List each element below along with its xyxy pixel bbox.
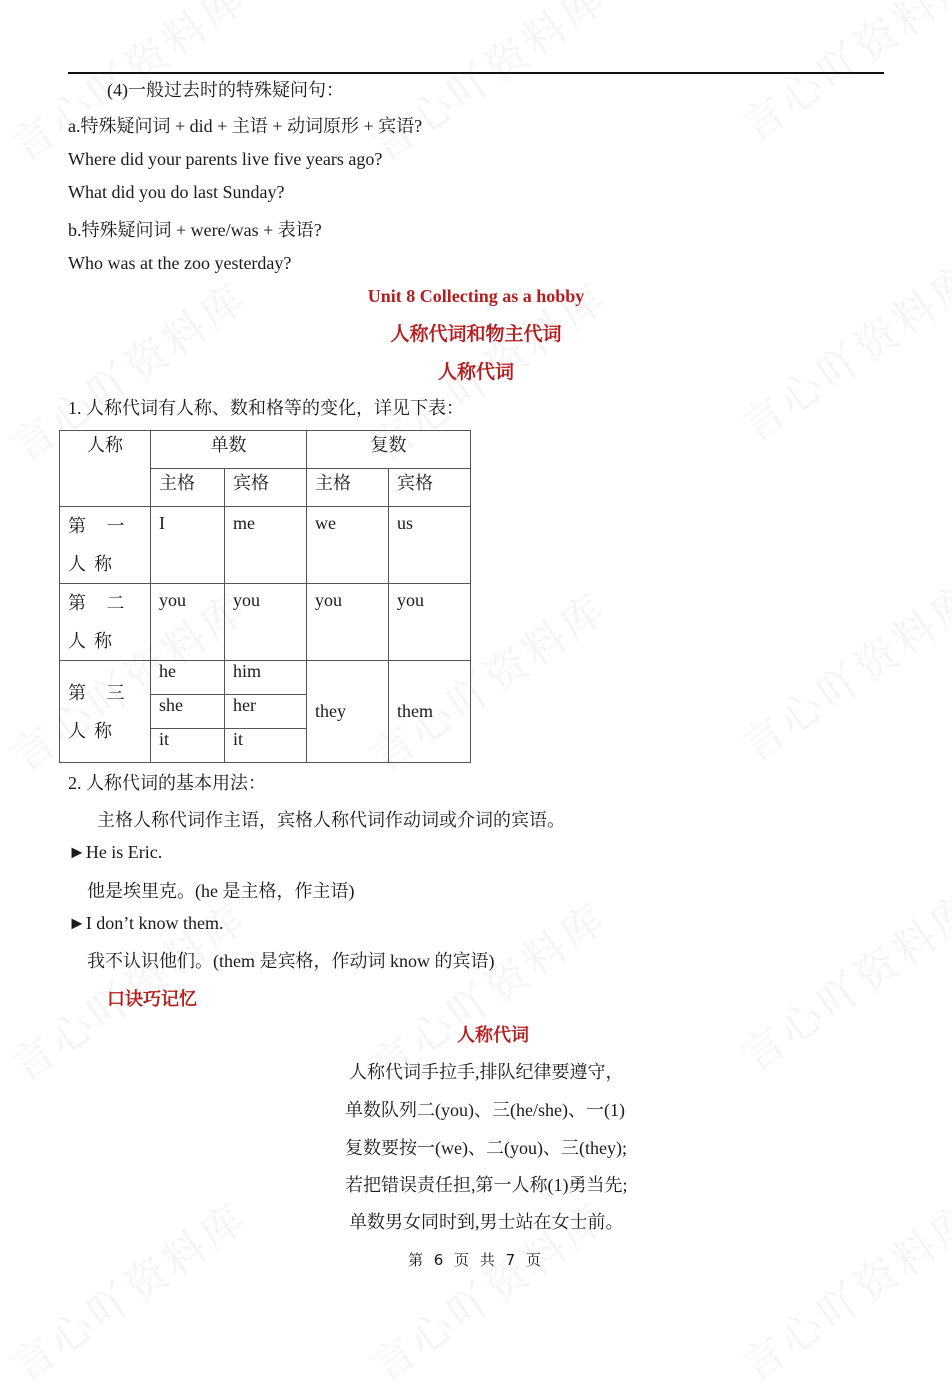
cell: it xyxy=(225,729,307,763)
mnemonic-line: 单数男女同时到,男士站在女士前。 xyxy=(349,1212,624,1232)
cell: she xyxy=(151,695,225,729)
cell: you xyxy=(307,584,389,661)
table-row xyxy=(60,661,471,695)
mnemonic-line: 单数队列二(you)、三(he/she)、一(1) xyxy=(345,1100,625,1120)
mnemonic-label: 口诀巧记忆 xyxy=(107,989,197,1010)
example-2: ►I don’t know them. xyxy=(68,913,224,933)
header-objective: 宾格 xyxy=(389,469,471,507)
cell: us xyxy=(389,507,471,584)
watermark xyxy=(728,566,952,773)
point2-desc: 主格人称代词作主语，宾格人称代词作动词或介词的宾语。 xyxy=(97,810,565,830)
row-label: 第 三 人称 xyxy=(60,661,151,763)
cell: you xyxy=(389,584,471,661)
pronoun-table xyxy=(59,430,471,763)
watermark xyxy=(728,876,952,1083)
example-b1: Who was at the zoo yesterday? xyxy=(68,253,292,273)
rule-b: b.特殊疑问词 + were/was + 表语? xyxy=(68,220,322,240)
unit-title: Unit 8 Collecting as a hobby xyxy=(367,286,585,306)
section-heading: 人称代词 xyxy=(437,361,514,383)
cell: them xyxy=(389,661,471,763)
header-objective: 宾格 xyxy=(225,469,307,507)
header-plural: 复数 xyxy=(307,431,471,469)
cell: I xyxy=(151,507,225,584)
point2-title: 2. 人称代词的基本用法： xyxy=(68,773,266,793)
cell: her xyxy=(225,695,307,729)
cell: you xyxy=(225,584,307,661)
rule-a: a.特殊疑问词 + did + 主语 + 动词原形 + 宾语? xyxy=(68,116,423,136)
mnemonic-line: 人称代词手拉手,排队纪律要遵守， xyxy=(349,1062,624,1082)
cell: you xyxy=(151,584,225,661)
page-number: 第 6 页 共 7 页 xyxy=(408,1251,544,1269)
mnemonic-title: 人称代词 xyxy=(457,1025,529,1046)
cell: he xyxy=(151,661,225,695)
watermark xyxy=(728,1186,952,1393)
table-row xyxy=(60,584,471,661)
cell: we xyxy=(307,507,389,584)
point1-text: 1. 人称代词有人称、数和格等的变化，详见下表： xyxy=(68,398,464,418)
header-singular: 单数 xyxy=(151,431,307,469)
section4-title: (4)一般过去时的特殊疑问句： xyxy=(107,80,344,100)
example-a1: Where did your parents live five years ago? xyxy=(68,149,383,169)
watermark xyxy=(0,1186,258,1393)
row-label: 第 一 人称 xyxy=(60,507,151,584)
example-1-note: 他是埃里克。(he 是主格，作主语) xyxy=(87,881,355,901)
watermark xyxy=(728,246,952,453)
header-person: 人称 xyxy=(60,431,151,507)
table-row xyxy=(60,507,471,584)
row-label: 第 二 人称 xyxy=(60,584,151,661)
header-nominative: 主格 xyxy=(307,469,389,507)
example-a2: What did you do last Sunday? xyxy=(68,182,285,202)
unit-subtitle: 人称代词和物主代词 xyxy=(390,323,562,345)
mnemonic-line: 复数要按一(we)、二(you)、三(they); xyxy=(345,1138,627,1158)
cell: him xyxy=(225,661,307,695)
cell: they xyxy=(307,661,389,763)
watermark xyxy=(728,0,952,154)
mnemonic-line: 若把错误责任担,第一人称(1)勇当先; xyxy=(345,1175,628,1195)
header-rule xyxy=(68,72,884,74)
watermark xyxy=(358,0,619,174)
example-2-note: 我不认识他们。(them 是宾格，作动词 know 的宾语) xyxy=(87,951,495,971)
header-nominative: 主格 xyxy=(151,469,225,507)
cell: it xyxy=(151,729,225,763)
example-1: ►He is Eric. xyxy=(68,842,163,862)
cell: me xyxy=(225,507,307,584)
